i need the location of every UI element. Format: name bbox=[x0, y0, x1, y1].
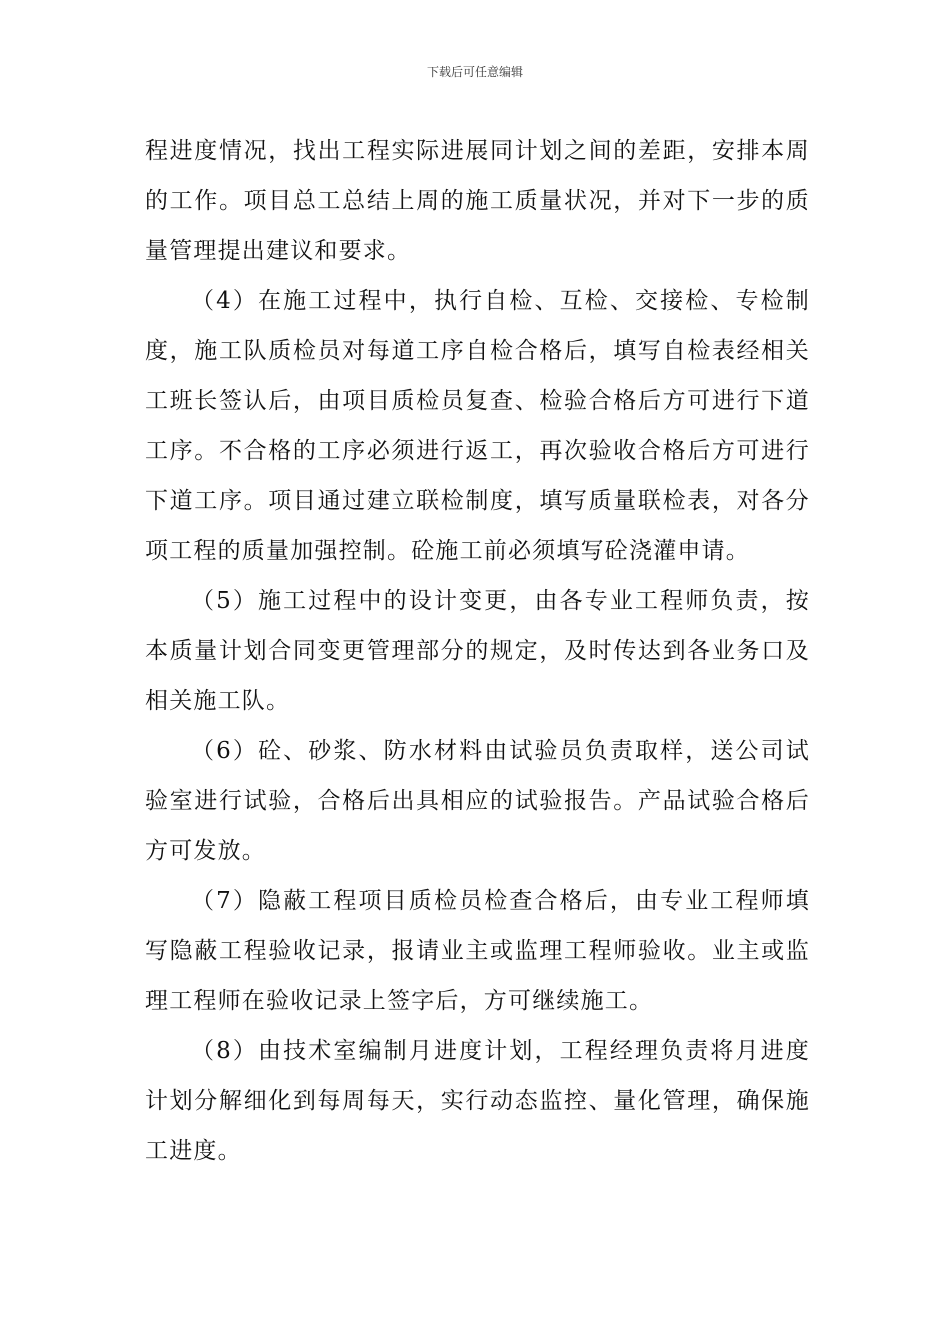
paragraph-continuation: 程进度情况，找出工程实际进展同计划之间的差距，安排本周的工作。项目总工总结上周的施工质量状况，并对下一步的质量管理提出建议和要求。 bbox=[145, 138, 810, 264]
document-body bbox=[145, 126, 810, 1176]
paragraph-item-4: （4）在施工过程中，执行自检、互检、交接检、专检制度，施工队质检员对每道工序自检合格后，填写自检表经相关工班长签认后，由项目质检员复查、检验合格后方可进行下道工序。不合格的工序必须进行返工，再次验收合格后方可进行下道工序。项目通过建立联检制度，填写质量联检表，对各分项工程的质量加强控制。砼施工前必须填写砼浇灌申请。 bbox=[145, 288, 810, 564]
paragraph-item-5: （5）施工过程中的设计变更，由各专业工程师负责，按本质量计划合同变更管理部分的规定，及时传达到各业务口及相关施工队。 bbox=[145, 588, 810, 714]
paragraph-item-6: （6）砼、砂浆、防水材料由试验员负责取样，送公司试验室进行试验，合格后出具相应的试验报告。产品试验合格后方可发放。 bbox=[145, 738, 810, 864]
paragraph-item-7: （7）隐蔽工程项目质检员检查合格后，由专业工程师填写隐蔽工程验收记录，报请业主或监理工程师验收。业主或监理工程师在验收记录上签字后，方可继续施工。 bbox=[145, 888, 810, 1014]
paragraph-item-8: （8）由技术室编制月进度计划，工程经理负责将月进度计划分解细化到每周每天，实行动态监控、量化管理，确保施工进度。 bbox=[145, 1038, 810, 1164]
page-header: 下载后可任意编辑 bbox=[426, 65, 523, 79]
